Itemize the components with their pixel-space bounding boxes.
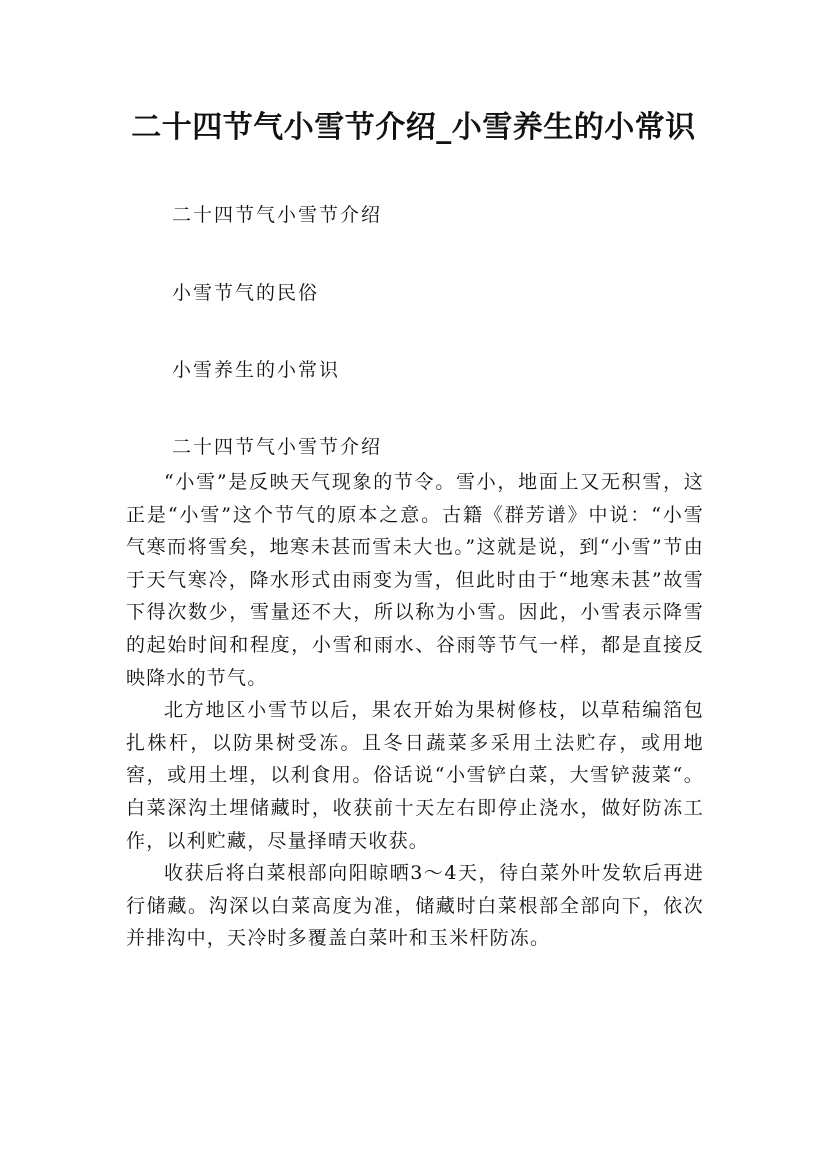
toc-item-introduction: 二十四节气小雪节介绍: [172, 204, 383, 226]
paragraph: 北方地区小雪节以后，果农开始为果树修枝，以草秸编箔包扎株杆，以防果树受冻。且冬日蔬菜多采用土法贮存，或用地窖，或用土埋，以利食用。俗话说“小雪铲白菜，大雪铲菠菜“。白菜深沟土埋储藏时，收获前十天左右即停止浇水，做好防冻工作，以利贮藏，尽量择晴天收获。: [126, 699, 704, 852]
body-text: [126, 466, 704, 955]
section-heading: 二十四节气小雪节介绍: [172, 436, 383, 458]
toc-item-health-tips: 小雪养生的小常识: [172, 359, 341, 381]
paragraph: 收获后将白菜根部向阳晾晒3～4天，待白菜外叶发软后再进行储藏。沟深以白菜高度为准，储藏时白菜根部全部向下，依次并排沟中，天冷时多覆盖白菜叶和玉米杆防冻。: [126, 862, 704, 950]
document-title: 二十四节气小雪节介绍_小雪养生的小常识: [131, 110, 696, 145]
toc-item-customs: 小雪节气的民俗: [172, 282, 320, 304]
paragraph: “小雪”是反映天气现象的节令。雪小，地面上又无积雪，这正是“小雪”这个节气的原本之意。古籍《群芳谱》中说：“小雪气寒而将雪矣，地寒未甚而雪未大也。”这就是说，到“小雪”节由于天气寒冷，降水形式由雨变为雪，但此时由于“地寒未甚”故雪下得次数少，雪量还不大，所以称为小雪。因此，小雪表示降雪的起始时间和程度，小雪和雨水、谷雨等节气一样，都是直接反映降水的节气。: [126, 471, 704, 689]
